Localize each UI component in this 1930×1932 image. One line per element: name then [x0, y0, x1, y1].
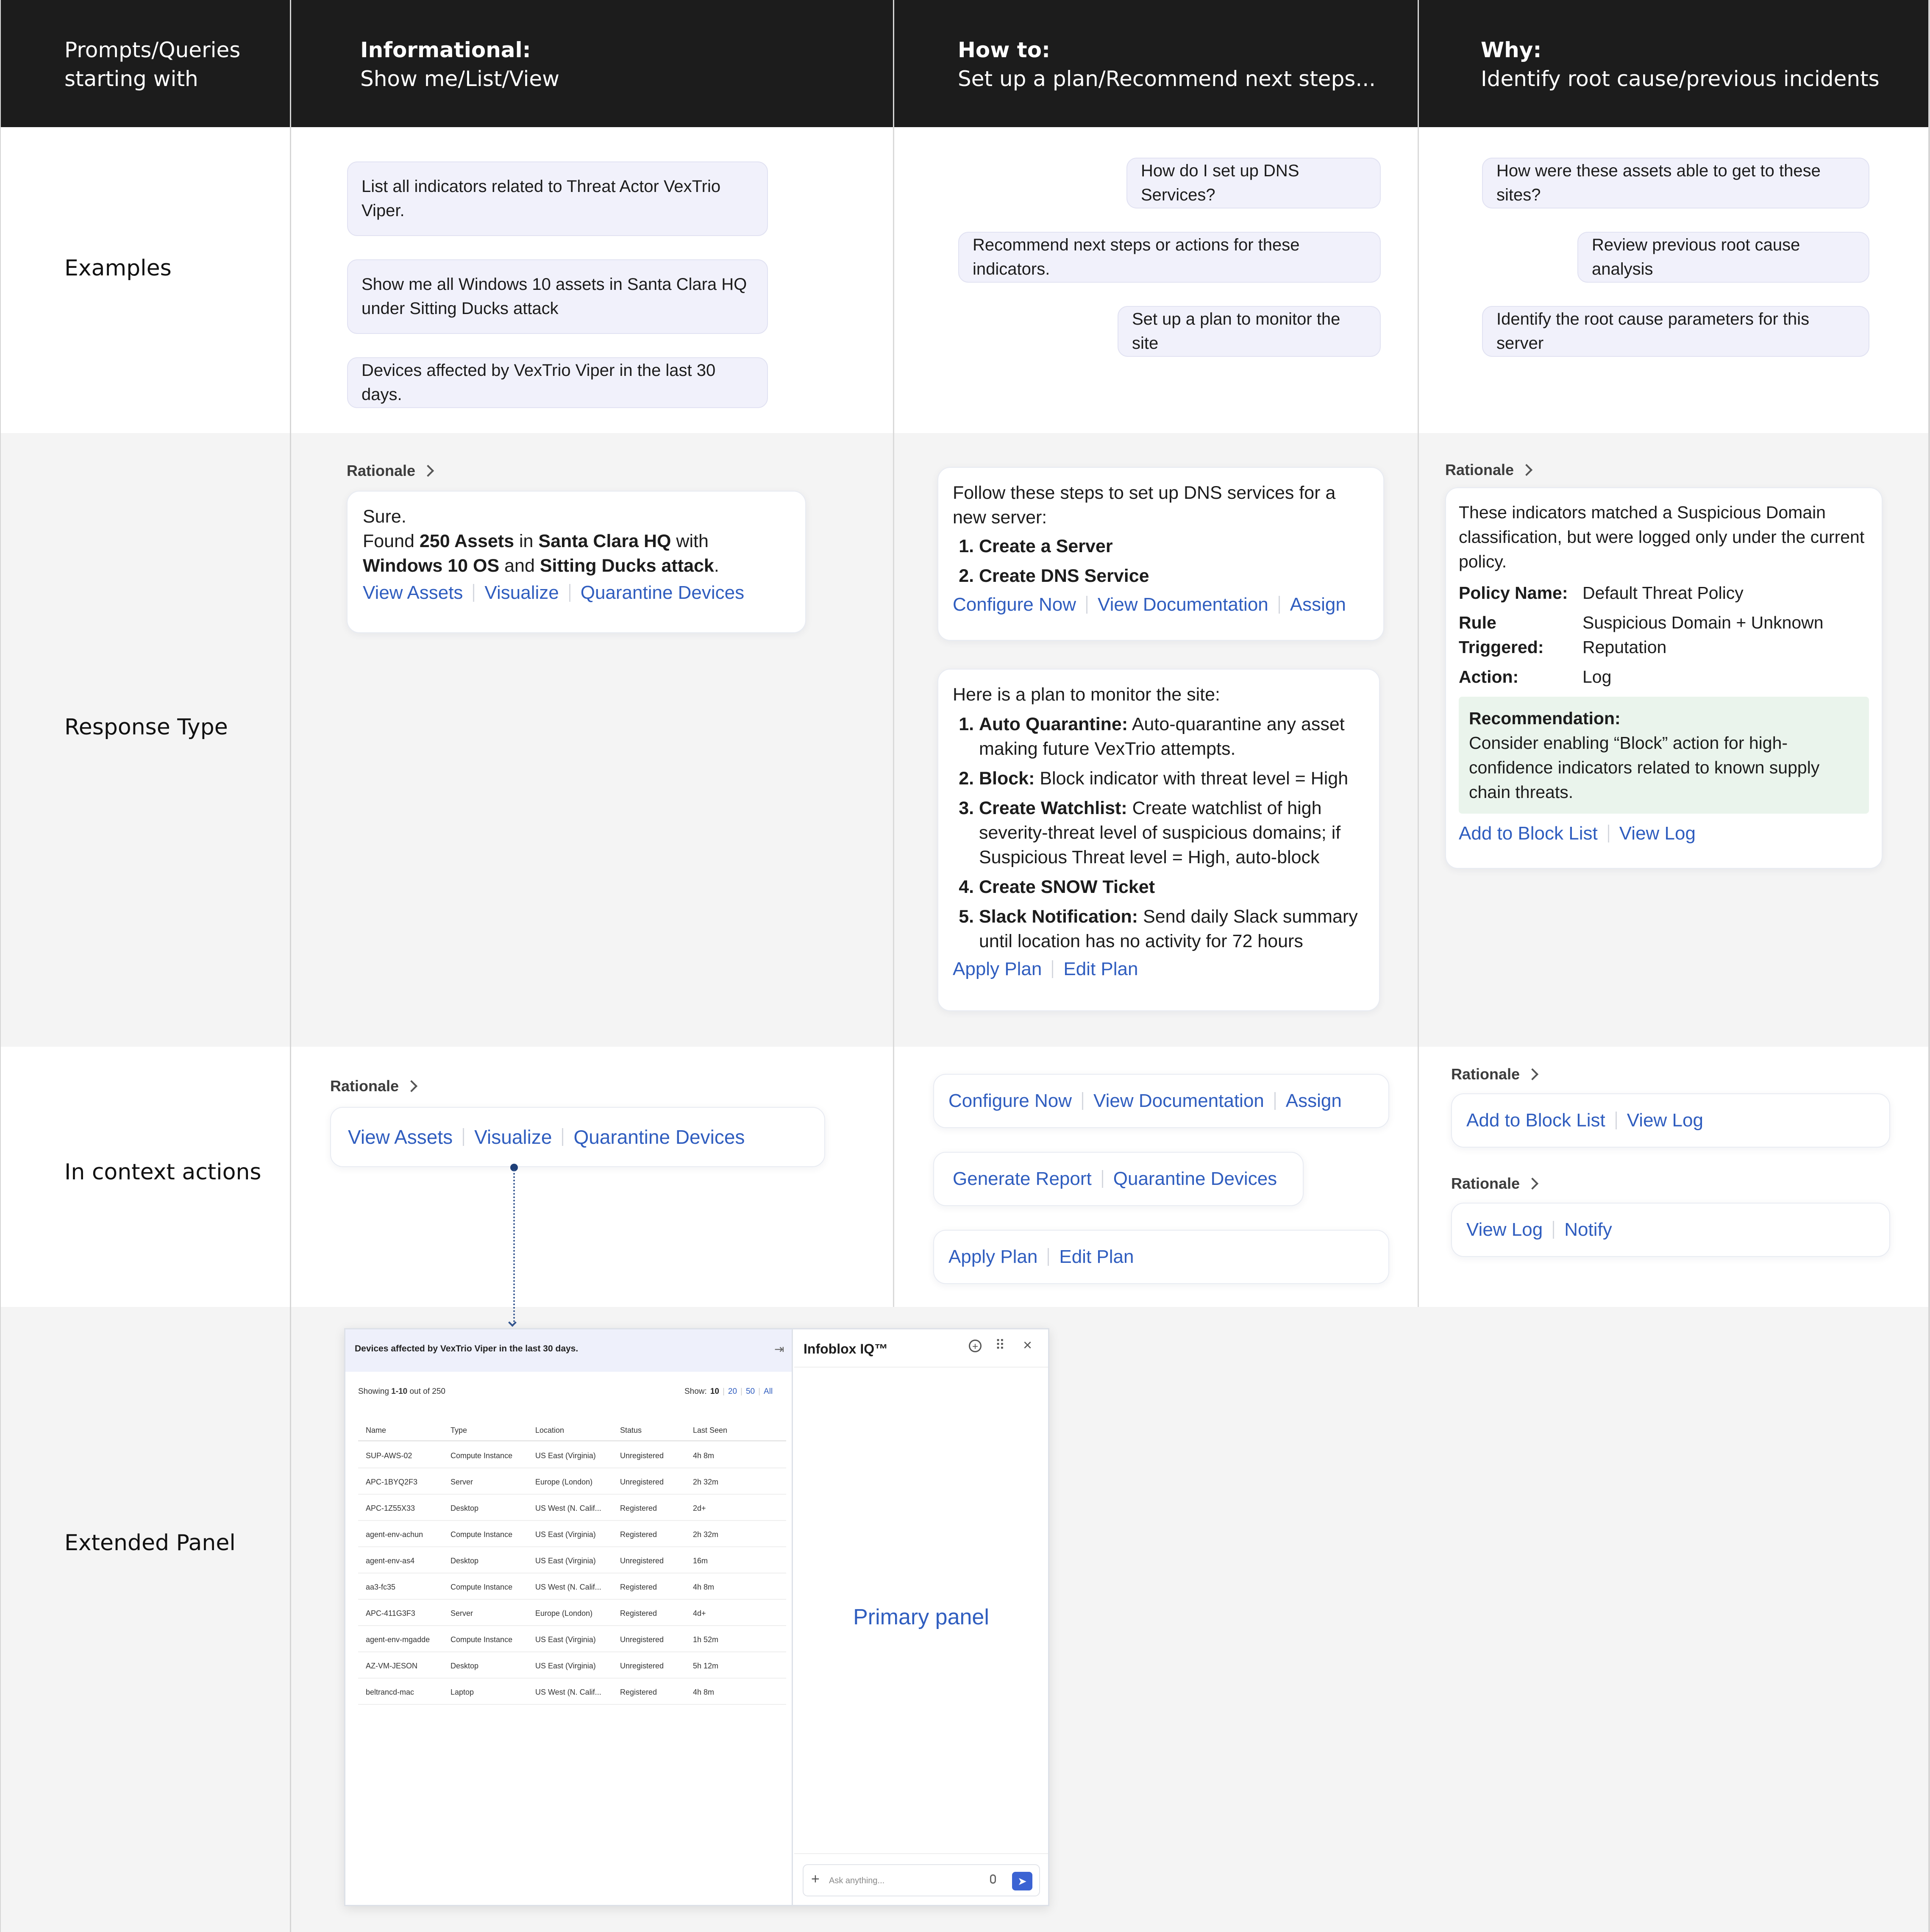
column-header[interactable]: Name	[366, 1426, 387, 1434]
device-status: Unregistered	[620, 1478, 664, 1486]
table-row[interactable]	[358, 1626, 786, 1652]
recommendation-title: Recommendation:	[1469, 709, 1621, 728]
response-card-plan	[937, 669, 1380, 1011]
chevron-right-icon	[406, 1080, 417, 1092]
connector-line	[513, 1170, 515, 1322]
device-name: SUP-AWS-02	[366, 1451, 412, 1460]
column-divider	[1928, 0, 1930, 1932]
device-type: Desktop	[451, 1662, 479, 1670]
page-size-selector: Show: 10 | 20 | 50 | All	[684, 1387, 773, 1396]
generate-report-link[interactable]: Generate Report	[953, 1168, 1092, 1189]
edit-plan-link[interactable]: Edit Plan	[1063, 959, 1138, 979]
action-links	[363, 582, 790, 603]
device-location: US East (Virginia)	[535, 1451, 596, 1460]
divider	[794, 1853, 1048, 1854]
link-separator	[463, 1128, 464, 1146]
link-separator	[1608, 825, 1609, 842]
example-chip-text: How do I set up DNS Services?	[1141, 161, 1299, 204]
extended-panel-header	[345, 1329, 792, 1372]
device-status: Registered	[620, 1504, 657, 1512]
header-howto-subtitle: Set up a plan/Recommend next steps...	[958, 67, 1376, 91]
device-name: agent-env-as4	[366, 1557, 415, 1565]
action-links	[1466, 1219, 1612, 1240]
view-log-link[interactable]: View Log	[1627, 1110, 1703, 1131]
rationale-label: Rationale	[1451, 1065, 1520, 1083]
device-last-seen: 4h 8m	[693, 1451, 715, 1460]
device-name: AZ-VM-JESON	[366, 1662, 418, 1670]
why-intro: These indicators matched a Suspicious Domain classification, but were logged only under the current policy.	[1459, 503, 1865, 571]
assign-link[interactable]: Assign	[1285, 1090, 1342, 1111]
quarantine-devices-link[interactable]: Quarantine Devices	[573, 1126, 745, 1148]
plan-step: 1. Auto Quarantine: Auto-quarantine any asset making future VexTrio attempts.	[979, 712, 1365, 761]
link-separator	[1279, 596, 1280, 614]
link-separator	[1616, 1112, 1617, 1129]
link-separator	[1048, 1248, 1049, 1266]
rationale-toggle[interactable]	[1451, 1175, 1537, 1193]
ask-input-placeholder[interactable]: Ask anything...	[829, 1876, 885, 1885]
page-size-option[interactable]: 50	[745, 1387, 755, 1396]
device-name: APC-411G3F3	[366, 1609, 415, 1618]
link-separator	[1553, 1221, 1554, 1239]
page-size-option[interactable]: All	[764, 1387, 773, 1396]
context-actions-report	[933, 1152, 1304, 1206]
device-type: Server	[451, 1609, 473, 1618]
link-separator	[1052, 960, 1053, 978]
primary-panel-label: Primary panel	[853, 1605, 989, 1629]
view-log-link[interactable]: View Log	[1466, 1219, 1543, 1240]
action-row	[1459, 664, 1869, 689]
device-status: Registered	[620, 1530, 657, 1539]
context-actions-why-1	[1451, 1093, 1890, 1148]
example-chip[interactable]	[347, 259, 768, 334]
device-status: Unregistered	[620, 1662, 664, 1670]
view-log-link[interactable]: View Log	[1619, 823, 1696, 844]
add-to-block-list-link[interactable]: Add to Block List	[1459, 823, 1598, 844]
header-informational-subtitle: Show me/List/View	[360, 67, 560, 91]
device-type: Server	[451, 1478, 473, 1486]
dns-steps	[953, 534, 1369, 588]
header-informational-title: Informational:	[360, 38, 531, 62]
plan-steps	[953, 712, 1365, 953]
device-type: Desktop	[451, 1557, 479, 1565]
action-links	[948, 1090, 1342, 1112]
row-label-extended: Extended Panel	[64, 1530, 236, 1556]
device-location: US East (Virginia)	[535, 1557, 596, 1565]
table-row[interactable]	[358, 1679, 786, 1705]
header-why-title: Why:	[1481, 38, 1542, 62]
header-howto-title: How to:	[958, 38, 1051, 62]
page-size-option[interactable]: 20	[728, 1387, 737, 1396]
collapse-panel-icon[interactable]: ⇥	[774, 1343, 784, 1356]
device-status: Registered	[620, 1583, 657, 1591]
device-status: Unregistered	[620, 1635, 664, 1644]
close-icon[interactable]: ×	[1023, 1336, 1032, 1354]
header-prompts	[64, 36, 240, 93]
device-location: Europe (London)	[535, 1478, 593, 1486]
device-status: Registered	[620, 1688, 657, 1696]
device-type: Compute Instance	[451, 1635, 513, 1644]
ask-input-bar[interactable]	[803, 1864, 1040, 1896]
visualize-link[interactable]: Visualize	[484, 582, 559, 603]
header-why	[1481, 36, 1880, 93]
header-informational	[360, 36, 559, 93]
recommendation-text: Consider enabling “Block” action for high-confidence indicators related to known supply chain threats.	[1469, 733, 1820, 802]
configure-now-link[interactable]: Configure Now	[948, 1090, 1072, 1111]
action-links	[953, 959, 1365, 980]
policy-value: Default Threat Policy	[1582, 583, 1744, 603]
response-card-informational	[347, 491, 806, 633]
device-name: aa3-fc35	[366, 1583, 396, 1591]
add-to-block-list-link[interactable]: Add to Block List	[1466, 1110, 1605, 1131]
quarantine-devices-link[interactable]: Quarantine Devices	[1113, 1168, 1277, 1189]
device-type: Desktop	[451, 1504, 479, 1512]
chevron-right-icon	[1521, 464, 1532, 476]
new-chat-icon[interactable]: +	[969, 1340, 982, 1352]
rationale-toggle[interactable]	[1451, 1065, 1537, 1083]
device-last-seen: 4h 8m	[693, 1583, 715, 1591]
example-chip[interactable]	[958, 232, 1381, 283]
rule-label: Rule Triggered:	[1459, 613, 1544, 657]
example-chip[interactable]	[347, 357, 768, 408]
attach-plus-icon[interactable]: +	[811, 1871, 820, 1887]
rationale-label: Rationale	[347, 462, 416, 479]
header-prompts-line1: Prompts/Queries	[64, 38, 241, 62]
device-name: beltrancd-mac	[366, 1688, 414, 1696]
plan-step: 2. Block: Block indicator with threat level = High	[979, 766, 1365, 791]
table-row[interactable]	[358, 1600, 786, 1626]
example-chip[interactable]	[1118, 306, 1381, 357]
table-row[interactable]	[358, 1495, 786, 1521]
example-chip[interactable]	[1126, 158, 1381, 208]
device-status: Unregistered	[620, 1557, 664, 1565]
assistant-title: Infoblox IQ™	[804, 1341, 888, 1357]
context-actions-plan	[933, 1230, 1389, 1284]
example-chip[interactable]	[1482, 306, 1869, 357]
table-row[interactable]	[358, 1468, 786, 1495]
device-status: Unregistered	[620, 1451, 664, 1460]
device-location: US West (N. Calif...	[535, 1688, 601, 1696]
view-documentation-link[interactable]: View Documentation	[1098, 594, 1268, 615]
send-icon[interactable]: ➤	[1012, 1872, 1032, 1890]
context-actions-dns	[933, 1074, 1389, 1128]
policy-label: Policy Name:	[1459, 583, 1568, 603]
view-assets-link[interactable]: View Assets	[348, 1126, 453, 1148]
example-chip[interactable]	[347, 161, 768, 236]
quarantine-devices-link[interactable]: Quarantine Devices	[580, 582, 745, 603]
device-type: Compute Instance	[451, 1583, 513, 1591]
action-links	[953, 594, 1369, 615]
action-links	[948, 1246, 1134, 1268]
example-chip[interactable]	[1577, 232, 1869, 283]
assign-link[interactable]: Assign	[1290, 594, 1346, 615]
example-chip-text: Show me all Windows 10 assets in Santa Clara HQ under Sitting Ducks attack	[362, 275, 747, 318]
column-header[interactable]: Last Seen	[693, 1426, 728, 1434]
rationale-label: Rationale	[330, 1077, 399, 1095]
configure-now-link[interactable]: Configure Now	[953, 594, 1076, 615]
device-last-seen: 2h 32m	[693, 1478, 719, 1486]
device-last-seen: 5h 12m	[693, 1662, 719, 1670]
chevron-right-icon	[422, 465, 434, 477]
apply-plan-link[interactable]: Apply Plan	[953, 959, 1042, 979]
link-separator	[562, 1128, 563, 1146]
row-label-examples: Examples	[64, 256, 172, 281]
rationale-toggle[interactable]	[330, 1077, 416, 1095]
link-separator	[1082, 1092, 1083, 1110]
device-location: Europe (London)	[535, 1609, 593, 1618]
device-last-seen: 4h 8m	[693, 1688, 715, 1696]
row-label-response: Response Type	[64, 714, 228, 740]
row-label-context: In context actions	[64, 1159, 261, 1185]
column-header[interactable]: Status	[620, 1426, 642, 1434]
extended-panel-title: Devices affected by VexTrio Viper in the last 30 days.	[355, 1344, 578, 1354]
device-name: APC-1BYQ2F3	[366, 1478, 418, 1486]
apps-grid-icon[interactable]: ⠿	[995, 1337, 1005, 1353]
table-row[interactable]	[358, 1521, 786, 1547]
rule-row	[1459, 610, 1869, 659]
table-row[interactable]	[358, 1442, 786, 1468]
device-status: Registered	[620, 1609, 657, 1618]
header-howto	[958, 36, 1376, 93]
extended-panel	[345, 1329, 793, 1905]
device-last-seen: 4d+	[693, 1609, 706, 1618]
response-text	[363, 504, 790, 578]
response-line: Found 250 Assets in Santa Clara HQ with Windows 10 OS and Sitting Ducks attack.	[363, 531, 719, 576]
example-chip-text: How were these assets able to get to these sites?	[1496, 161, 1821, 204]
notify-link[interactable]: Notify	[1564, 1219, 1612, 1240]
action-value: Log	[1582, 667, 1612, 687]
link-separator	[1102, 1170, 1103, 1188]
show-label: Show:	[684, 1387, 707, 1396]
column-header[interactable]: Type	[451, 1426, 467, 1434]
apply-plan-link[interactable]: Apply Plan	[948, 1246, 1038, 1267]
plan-step: 5. Slack Notification: Send daily Slack summary until location has no activity for 72 hours	[979, 904, 1365, 953]
edit-plan-link[interactable]: Edit Plan	[1059, 1246, 1134, 1267]
action-links	[1466, 1110, 1703, 1131]
chevron-right-icon	[1527, 1178, 1538, 1190]
action-links	[348, 1126, 745, 1148]
recommendation-box	[1459, 697, 1869, 814]
plan-step: 4. Create SNOW Ticket	[979, 875, 1365, 899]
device-type: Compute Instance	[451, 1451, 513, 1460]
example-chip-text: Recommend next steps or actions for these indicators.	[973, 236, 1300, 278]
table-row[interactable]	[358, 1547, 786, 1573]
microphone-icon[interactable]	[990, 1874, 996, 1884]
example-chip-text: Set up a plan to monitor the site	[1132, 310, 1340, 353]
device-type: Compute Instance	[451, 1530, 513, 1539]
example-chip[interactable]	[1482, 158, 1869, 208]
rule-value: Suspicious Domain + Unknown Reputation	[1582, 613, 1824, 657]
assistant-panel	[794, 1329, 1048, 1905]
device-last-seen: 1h 52m	[693, 1635, 719, 1644]
column-header[interactable]: Location	[535, 1426, 565, 1434]
device-last-seen: 16m	[693, 1557, 708, 1565]
link-separator	[1274, 1092, 1276, 1110]
response-line: Sure.	[363, 506, 406, 527]
column-divider	[0, 0, 1, 1932]
action-links	[1459, 823, 1869, 844]
rationale-label: Rationale	[1445, 461, 1514, 478]
device-type: Laptop	[451, 1688, 474, 1696]
chevron-right-icon	[1527, 1068, 1538, 1080]
device-location: US East (Virginia)	[535, 1635, 596, 1644]
primary-panel-area	[794, 1329, 1048, 1905]
table-row[interactable]	[358, 1652, 786, 1679]
action-label: Action:	[1459, 667, 1519, 687]
table-header-row	[358, 1418, 786, 1441]
context-actions-informational	[330, 1107, 825, 1167]
device-name: agent-env-mgadde	[366, 1635, 430, 1644]
visualize-link[interactable]: Visualize	[474, 1126, 552, 1148]
link-separator	[569, 584, 570, 602]
device-location: US West (N. Calif...	[535, 1504, 601, 1512]
plan-intro: Here is a plan to monitor the site:	[953, 684, 1220, 705]
link-separator	[1086, 596, 1087, 614]
page-size-option[interactable]: 10	[710, 1387, 719, 1396]
column-divider	[290, 0, 291, 1932]
header-why-subtitle: Identify root cause/previous incidents	[1481, 67, 1880, 91]
example-chip-text: List all indicators related to Threat Actor VexTrio Viper.	[362, 177, 721, 220]
device-location: US West (N. Calif...	[535, 1583, 601, 1591]
plan-step: 3. Create Watchlist: Create watchlist of high severity-threat level of suspicious domains; if Suspicious Threat level = High, auto-block	[979, 796, 1365, 870]
showing-count: Showing 1-10 out of 250	[358, 1387, 445, 1396]
dns-step: 1. Create a Server	[979, 534, 1369, 559]
policy-row	[1459, 581, 1869, 605]
device-name: agent-env-achun	[366, 1530, 423, 1539]
column-divider	[1418, 0, 1419, 1307]
view-assets-link[interactable]: View Assets	[363, 582, 463, 603]
table-row[interactable]	[358, 1573, 786, 1600]
device-last-seen: 2h 32m	[693, 1530, 719, 1539]
dns-intro: Follow these steps to set up DNS services for a new server:	[953, 483, 1336, 528]
view-documentation-link[interactable]: View Documentation	[1093, 1090, 1264, 1111]
rationale-toggle[interactable]	[1445, 461, 1531, 479]
rationale-toggle[interactable]	[347, 462, 432, 480]
device-last-seen: 2d+	[693, 1504, 706, 1512]
device-name: APC-1Z55X33	[366, 1504, 415, 1512]
context-actions-why-2	[1451, 1203, 1890, 1257]
device-location: US East (Virginia)	[535, 1530, 596, 1539]
response-card-why	[1445, 487, 1883, 869]
device-location: US East (Virginia)	[535, 1662, 596, 1670]
header-prompts-line2: starting with	[64, 67, 198, 91]
example-chip-text: Devices affected by VexTrio Viper in the last 30 days.	[362, 361, 716, 404]
response-card-dns	[937, 467, 1384, 641]
action-links	[953, 1168, 1277, 1190]
extended-panel-mock	[344, 1328, 1049, 1906]
column-divider	[893, 0, 894, 1307]
dns-step: 2. Create DNS Service	[979, 564, 1369, 588]
example-chip-text: Review previous root cause analysis	[1592, 236, 1800, 278]
link-separator	[473, 584, 474, 602]
example-chip-text: Identify the root cause parameters for this server	[1496, 310, 1810, 353]
rationale-label: Rationale	[1451, 1175, 1520, 1192]
